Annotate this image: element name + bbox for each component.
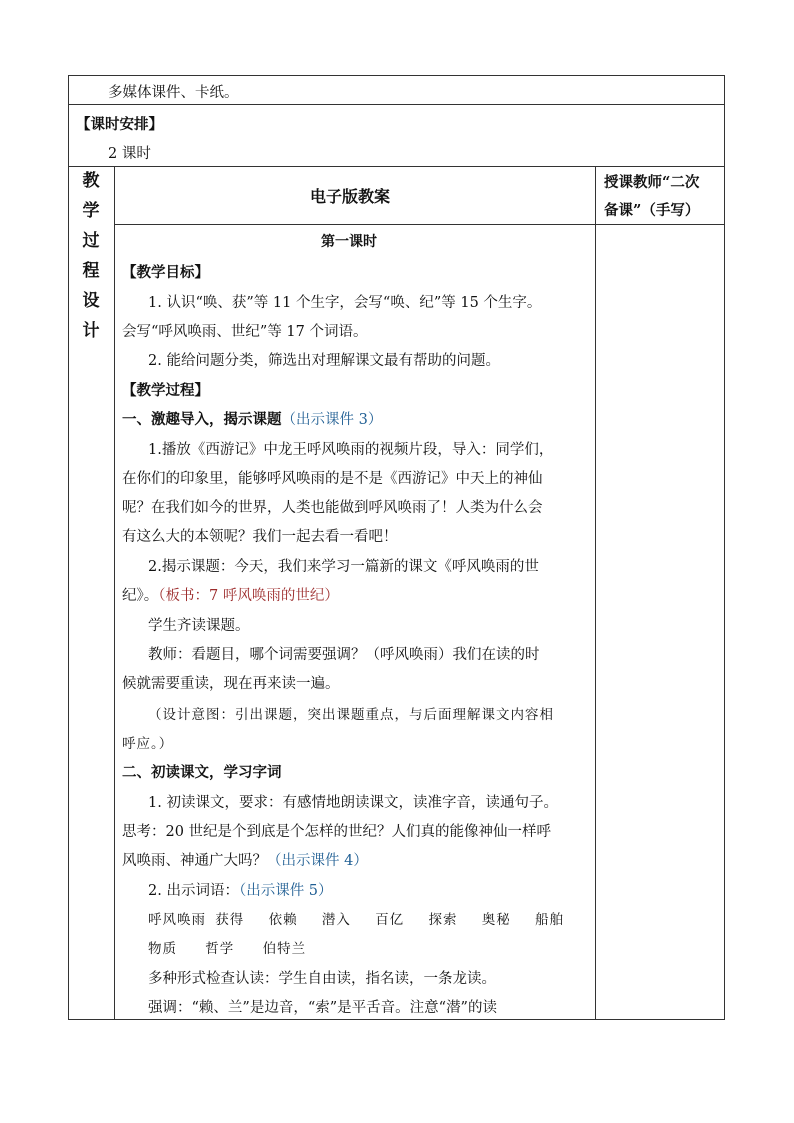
para-1-line2: 在你们的印象里，能够呼风唤雨的是不是《西游记》中天上的神仙 <box>122 471 543 487</box>
vocab-word: 百亿 <box>375 912 405 928</box>
para-5-text: 风唤雨、神通广大吗？ <box>122 853 267 869</box>
vocab-word: 奥秘 <box>481 912 511 928</box>
teacher-header-line2: 备课”（手写） <box>604 202 700 219</box>
para-5-line3 <box>122 852 368 870</box>
goal-1-line2: 会写“呼风唤雨、世纪”等 17 个词语。 <box>122 324 368 340</box>
goal-2: 2. 能给问题分类，筛选出对理解课文最有帮助的问题。 <box>148 353 500 369</box>
vocab-word: 获得 <box>215 912 245 928</box>
column-divider <box>595 166 596 1020</box>
courseware-ref: （出示课件 4） <box>267 853 368 869</box>
vertical-char: 学 <box>82 201 100 221</box>
design-note-line1: （设计意图：引出课题，突出课题重点，与后面理解课文内容相 <box>148 707 554 723</box>
vocab-word: 呼风唤雨 <box>148 912 206 928</box>
row-divider <box>68 104 725 105</box>
para-5-line2: 思考：20 世纪是个到底是个怎样的世纪？人们真的能像神仙一样呼 <box>122 824 552 840</box>
goals-heading: 【教学目标】 <box>122 264 209 281</box>
vocab-word: 伯特兰 <box>262 941 307 957</box>
column-divider <box>114 166 115 1020</box>
para-2-text: 纪》。 <box>122 588 159 604</box>
para-7: 多种形式检查认读：学生自由读，指名读，一条龙读。 <box>148 971 496 987</box>
para-4-line2: 候就需要重读，现在再来读一遍。 <box>122 676 340 692</box>
para-4-line1: 教师：看题目，哪个词需要强调？（呼风唤雨）我们在读的时 <box>148 647 540 663</box>
vocab-word: 哲学 <box>205 941 235 957</box>
word-list-row-2 <box>148 940 323 958</box>
vertical-char: 设 <box>82 291 100 311</box>
para-1-line1: 1.播放《西游记》中龙王呼风唤雨的视频片段，导入：同学们， <box>148 442 554 458</box>
courseware-ref: （出示课件 5） <box>238 883 333 899</box>
para-3: 学生齐读课题。 <box>148 618 250 634</box>
vocab-word: 船舶 <box>535 912 565 928</box>
section-1-heading <box>122 411 382 429</box>
para-6 <box>148 882 333 900</box>
vertical-heading <box>68 166 114 346</box>
word-list-row-1 <box>148 911 583 929</box>
main-header: 电子版教案 <box>310 187 391 206</box>
vocab-word: 依赖 <box>268 912 298 928</box>
design-note-line2: 呼应。） <box>122 736 174 752</box>
row-divider <box>68 166 725 167</box>
para-1-line4: 有这么大的本领呢？我们一起去看一看吧！ <box>122 529 398 545</box>
vertical-char: 过 <box>82 231 100 251</box>
schedule-value: 2 课时 <box>108 146 151 162</box>
teacher-header-line1: 授课教师“二次 <box>604 174 700 191</box>
board-note: （板书：7 呼风唤雨的世纪） <box>158 588 339 604</box>
materials-text: 多媒体课件、卡纸。 <box>108 85 239 101</box>
courseware-ref: （出示课件 3） <box>281 412 383 428</box>
para-1-line3: 呢？在我们如今的世界，人类也能做到呼风唤雨了！人类为什么会 <box>122 500 543 516</box>
period-title: 第一课时 <box>321 234 377 250</box>
header-divider <box>114 224 725 225</box>
vertical-char: 教 <box>82 171 100 191</box>
section-2-heading: 二、初读课文，学习字词 <box>122 764 282 781</box>
process-heading: 【教学过程】 <box>122 382 209 399</box>
para-2-line1: 2.揭示课题：今天，我们来学习一篇新的课文《呼风唤雨的世 <box>148 559 539 575</box>
vertical-char: 程 <box>82 261 100 281</box>
para-5-line1: 1. 初读课文，要求：有感情地朗读课文，读准字音，读通句子。 <box>148 795 558 811</box>
para-8: 强调：“赖、兰”是边音，“索”是平舌音。注意“潜”的读 <box>148 1000 497 1016</box>
vertical-char: 计 <box>82 321 100 341</box>
schedule-heading: 【课时安排】 <box>76 116 163 133</box>
vocab-word: 潜入 <box>321 912 351 928</box>
vocab-word: 探索 <box>428 912 458 928</box>
para-2-line2 <box>122 587 339 605</box>
section-1-title: 一、激趣导入，揭示课题 <box>122 411 282 428</box>
vocab-word: 物质 <box>148 941 177 957</box>
goal-1-line1: 1. 认识“唤、获”等 11 个生字，会写“唤、纪”等 15 个生字。 <box>148 295 542 311</box>
para-6-text: 2. 出示词语： <box>148 883 239 899</box>
